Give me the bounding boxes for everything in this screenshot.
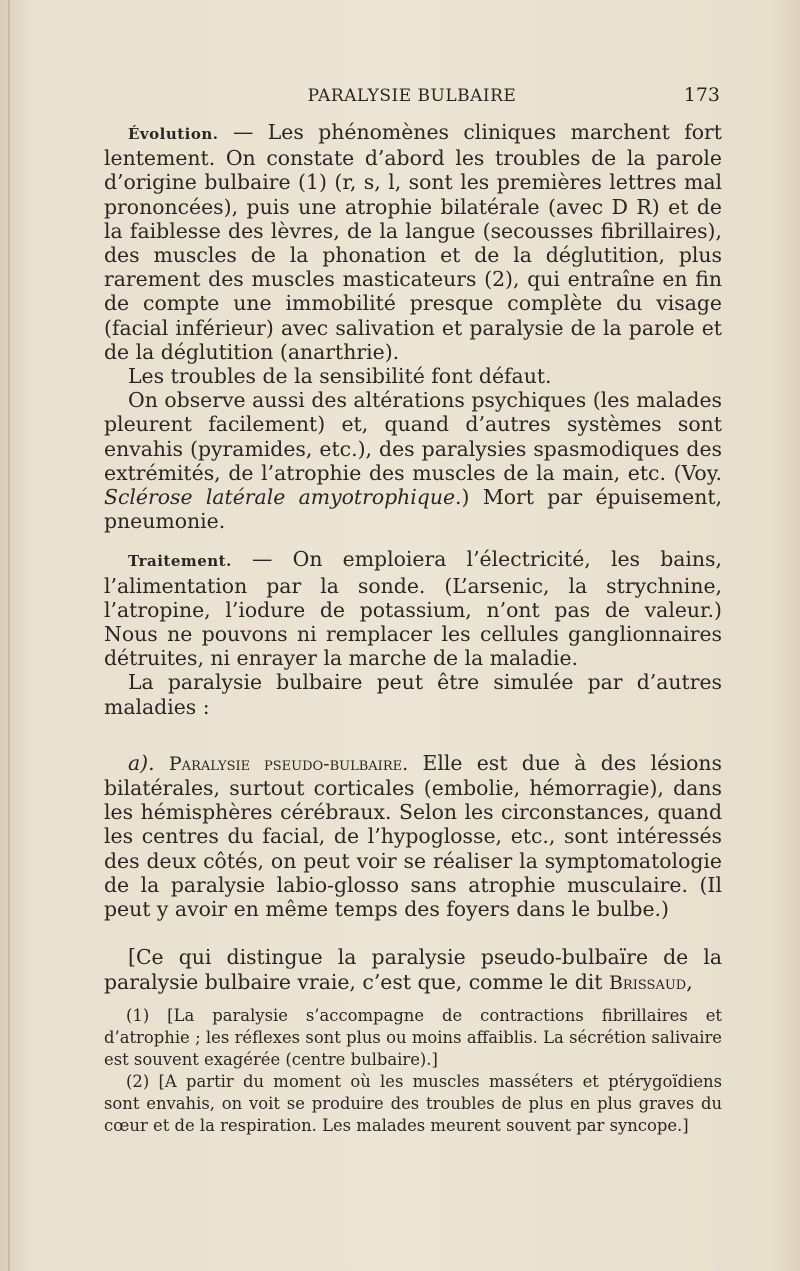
simulation-paragraph: La paralysie bulbaire peut être simulée par d’autres maladies : <box>104 670 722 719</box>
spacer <box>104 533 722 547</box>
traitement-text: — On emploiera l’électricité, les bains, l’alimentation par la sonde. (L’arsenic, la strychnine, l’atropine, l’iodure de potassium, n’ont pas de valeur.) Nous ne pouvons ni remplacer les cellules ganglionnaires détruites, ni enrayer la marche de la maladie. <box>104 547 723 671</box>
pseudo-bulbar-paragraph <box>104 751 722 921</box>
distinction-paragraph <box>104 945 722 994</box>
footnote-1: (1) [La paralysie s’accompagne de contractions fibrillaires et d’atrophie ; les réflexes sont plus ou moins affaiblis. La sécrétion salivaire est souvent exagérée (centre bulbaire).] <box>104 1005 722 1069</box>
psychic-text-start: On observe aussi des altérations psychiques (les malades pleurent facilement) et, quand d’autres systèmes sont envahis (pyramides, etc.), des paralysies spasmodiques des extrémités, de l’atrophie des muscles de la main, etc. (Voy. <box>104 388 722 485</box>
binding-edge <box>8 0 10 1271</box>
sensibility-paragraph: Les troubles de la sensibilité font défaut. <box>128 364 552 389</box>
pseudo-bulbar-heading: Paralysie pseudo-bulbaire. <box>168 752 409 775</box>
distinction-text-start: [Ce qui distingue la paralysie pseudo-bulbaïre de la paralysie bulbaire vraie, c’est que, comme le dit <box>104 945 722 994</box>
cross-reference: Sclérose latérale amyotrophique. <box>104 485 462 510</box>
footnote-2: (2) [A partir du moment où les muscles masséters et ptérygoïdiens sont envahis, on voit se produire des troubles de plus en plus graves du cœur et de la respiration. Les malades meurent souvent par syncope.] <box>104 1071 722 1135</box>
item-label: a). <box>128 750 155 775</box>
page-number: 173 <box>683 84 720 106</box>
psychic-text-end: ) Mort par épuisement, pneumonie. <box>104 485 723 534</box>
spacer <box>104 719 722 751</box>
psychic-paragraph <box>104 388 722 533</box>
author-name: Brissaud <box>608 971 687 994</box>
page-header <box>104 84 720 110</box>
evolution-heading: Évolution. <box>128 125 219 143</box>
body-text <box>104 120 722 1137</box>
pseudo-bulbar-text: Elle est due à des lésions bilatérales, surtout corticales (embolie, hémorragie), dans les hémisphères cérébraux. Selon les circonstances, quand les centres du facial, de l’hypoglosse, etc., sont intéressés des deux côtés, on peut voir se réaliser la symptomatologie de la paralysie labio-glosso sans atrophie musculaire. (Il peut y avoir en même temps des foyers dans le bulbe.) <box>104 750 723 922</box>
traitement-heading: Traitement. <box>128 552 232 571</box>
evolution-paragraph <box>104 120 722 364</box>
evolution-text: — Les phénomènes cliniques marchent fort lentement. On constate d’abord les troubles de la parole d’origine bulbaire (1) (r, s, l, sont les premières lettres mal prononcées), puis une atrophie bilatérale (avec D R) et de la faiblesse des lèvres, de la langue (secousses fibrillaires), des muscles de la phonation et de la déglutition, plus rarement des muscles masticateurs (2), qui entraîne en fin de compte une immobilité presque complète du visage (facial inférieur) avec salivation et paralysie de la parole et de la déglutition (anarthrie). <box>104 120 722 364</box>
distinction-text-end: , <box>686 969 693 994</box>
running-title: PARALYSIE BULBAIRE <box>307 86 517 106</box>
spacer <box>104 921 722 945</box>
footnotes <box>104 1005 722 1137</box>
traitement-paragraph <box>104 547 722 670</box>
